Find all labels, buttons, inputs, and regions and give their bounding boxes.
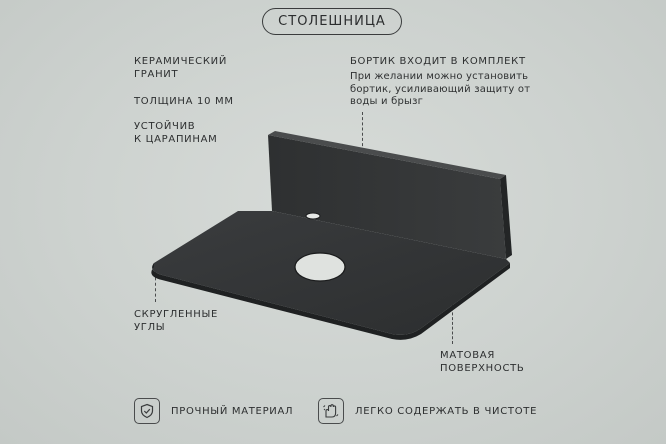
feature-material-line2: ГРАНИТ [134,69,179,80]
countertop-illustration [140,125,530,340]
durable-label: ПРОЧНЫЙ МАТЕРИАЛ [171,405,294,417]
feature-rim-description [350,71,550,109]
feature-material [134,55,314,81]
rim-desc-line1: При желании можно установить [350,71,529,82]
bottom-feature-durable [134,398,293,424]
matte-line1: МАТОВАЯ [440,350,495,361]
feature-scratch-line2: К ЦАРАПИНАМ [134,134,218,145]
easy-clean-label: ЛЕГКО СОДЕРЖАТЬ В ЧИСТОТЕ [355,405,538,417]
matte-line2: ПОВЕРХНОСТЬ [440,363,525,374]
rim-desc-line3: воды и брызг [350,96,424,107]
rounded-line2: УГЛЫ [134,322,166,333]
page-title: СТОЛЕШНИЦА [262,8,402,35]
hand-wipe-icon [318,398,344,424]
rounded-line1: СКРУГЛЕННЫЕ [134,309,219,320]
feature-material-line1: КЕРАМИЧЕСКИЙ [134,56,228,67]
feature-scratch-line1: УСТОЙЧИВ [134,121,196,132]
rim-desc-line2: бортик, усиливающий защиту от [350,83,531,95]
feature-thickness: ТОЛЩИНА 10 ММ [134,96,234,107]
feature-rim-title: БОРТИК ВХОДИТ В КОМПЛЕКТ [350,56,526,67]
bottom-feature-easy-clean [318,398,537,424]
shield-check-icon [134,398,160,424]
feature-matte-surface [440,349,600,375]
